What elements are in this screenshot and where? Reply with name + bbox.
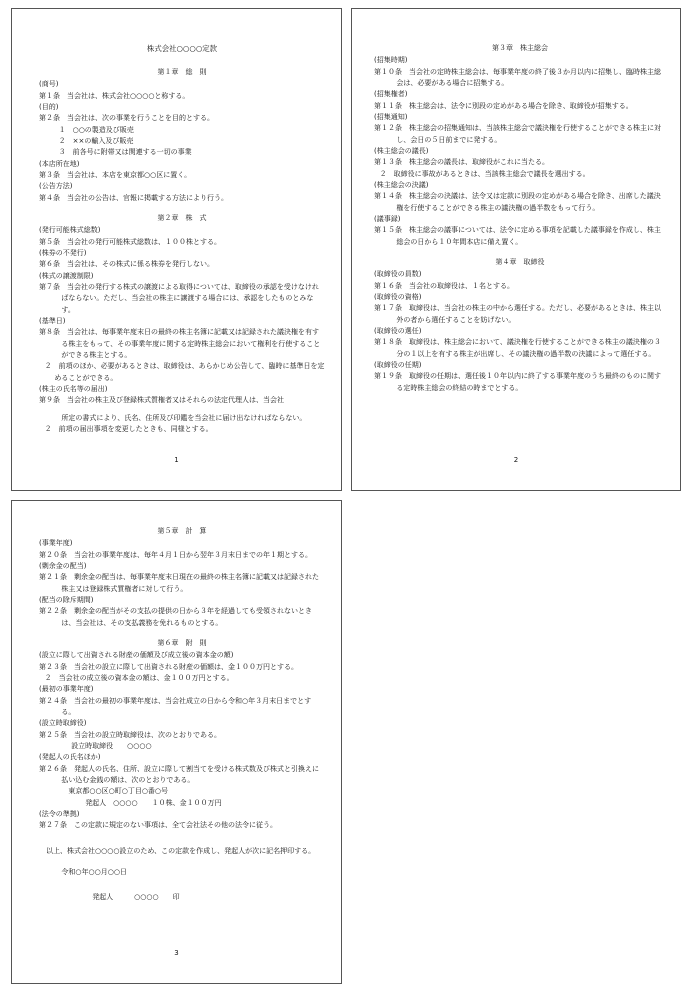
article-25: 第２５条 当会社の設立時取締役は、次のとおりである。 (39, 730, 221, 739)
document-page-1 (11, 8, 342, 491)
chapter-5-title: 第５章 計 算 (157, 527, 207, 535)
article-9: 第９条 当会社の株主及び登録株式質権者又はそれらの法定代理人は、当会社 (39, 396, 284, 405)
article-8-clause-2: ２ 前項のほか、必要があるときは、取締役は、あらかじめ公告して、臨時に基準日を定めることができる。 (44, 362, 325, 382)
article-heading: (取締役の資格) (374, 292, 422, 301)
article-heading: (商号) (39, 80, 59, 89)
article-heading: (取締役の選任) (374, 326, 422, 335)
article-7: 第７条 当会社の発行する株式の譲渡による取得については、取締役の承認を受けなければならない。ただし、当会社の株主に譲渡する場合には、承認をしたものとみなす。 (39, 282, 319, 314)
chapter-4-title: 第４章 取締役 (495, 257, 545, 266)
article-1: 第１条 当会社は、株式会社○○○○と称する。 (39, 91, 190, 100)
list-item: １ ○○の製造及び販売 (58, 125, 134, 134)
article-8: 第８条 当会社は、毎事業年度末日の最終の株主名簿に記載又は記録された議決権を有する株主をもって、その事業年度に関する定時株主総会において権利を行使することができる株主とする。 (39, 328, 321, 359)
article-17: 第１７条 取締役は、当会社の株主の中から選任する。ただし、必要があるときは、株主以外の者から選任することを妨げない。 (374, 304, 661, 324)
article-heading: (取締役の任期) (374, 360, 422, 369)
article-10: 第１０条 当会社の定時株主総会は、毎事業年度の終了後３か月以内に招集し、臨時株主総会は、必要がある場合に招集する。 (374, 67, 661, 87)
article-20: 第２０条 当会社の事業年度は、毎年４月１日から翌年３月末日までの年１期とする。 (39, 550, 312, 559)
article-13: 第１３条 株主総会の議長は、取締役がこれに当たる。 (374, 158, 549, 167)
chapter-2-title: 第２章 株 式 (157, 213, 207, 222)
article-heading: (取締役の員数) (374, 270, 422, 279)
promoter-signature: 発起人 ○○○○ 印 (92, 893, 180, 902)
article-heading: (事業年度) (39, 539, 73, 548)
closing-statement: 以上、株式会社○○○○設立のため、この定款を作成し、発起人が次に記名押印する。 (46, 846, 316, 855)
article-heading: (設立に際して出資される財産の価額及び成立後の資本金の額) (39, 651, 234, 660)
article-heading: (剰余金の配当) (39, 561, 87, 570)
article-26: 第２６条 発起人の氏名、住所、設立に際して割当てを受ける株式数及び株式と引換えに払い込む金銭の額は、次のとおりである。 (39, 764, 319, 784)
article-heading: (招集時期) (374, 56, 408, 65)
document-title: 株式会社○○○○定款 (146, 44, 218, 53)
article-heading: (設立時取締役) (39, 719, 87, 728)
article-2: 第２条 当会社は、次の事業を行うことを目的とする。 (39, 114, 214, 123)
article-heading: (招集権者) (374, 90, 408, 99)
article-21: 第２１条 剰余金の配当は、毎事業年度末日現在の最終の株主名簿に記載又は記録された株主又は登録株式質権者に対して行う。 (39, 573, 319, 593)
document-page-3 (11, 500, 342, 984)
article-23-clause-2: ２ 当会社の成立後の資本金の額は、金１００万円とする。 (44, 673, 234, 682)
list-item: ２ ××の輸入及び販売 (58, 136, 134, 145)
article-heading: (株主総会の議長) (374, 146, 429, 155)
article-heading: (株券の不発行) (39, 248, 87, 257)
article-heading: (最初の事業年度) (39, 685, 94, 694)
list-item: ３ 前各号に附帯又は関連する一切の事業 (58, 148, 192, 157)
article-heading: (目的) (39, 102, 59, 111)
article-24: 第２４条 当会社の最初の事業年度は、当会社成立の日から令和○年３月末日までとする。 (39, 696, 312, 716)
article-27: 第２７条 この定款に規定のない事項は、全て会社法その他の法令に従う。 (39, 821, 277, 830)
chapter-6-title: 第６章 附 則 (157, 638, 207, 647)
article-heading: (発行可能株式総数) (39, 226, 101, 235)
article-19: 第１９条 取締役の任期は、選任後１０年以内に終了する事業年度のうち最終のものに関する定時株主総会の終結の時までとする。 (374, 372, 661, 392)
article-22: 第２２条 剰余金の配当がその支払の提供の日から３年を経過しても受領されないときは、当会社は、その支払義務を免れるものとする。 (39, 607, 312, 627)
article-heading: (配当の除斥期間) (39, 595, 94, 604)
article-heading: (株主総会の決議) (374, 180, 429, 189)
chapter-1-title: 第１章 総 則 (157, 67, 207, 76)
article-9-continuation-text: 所定の書式により、氏名、住所及び印鑑を当会社に届け出なければならない。 (61, 413, 307, 422)
article-heading: (議事録) (374, 214, 401, 223)
page-number: 1 (174, 455, 179, 464)
article-heading: (本店所在地) (39, 159, 80, 168)
article-23: 第２３条 当会社の設立に際して出資される財産の価額は、金１００万円とする。 (39, 662, 298, 671)
signature-date: 令和○年○○月○○日 (61, 867, 127, 876)
article-5: 第５条 当会社の発行可能株式総数は、１００株とする。 (39, 237, 221, 246)
document-page-2 (351, 8, 681, 491)
article-heading: (招集通知) (374, 112, 408, 121)
article-heading: (株式の譲渡制限) (39, 271, 94, 280)
article-heading: (法令の準拠) (39, 809, 80, 818)
article-9-clause-2: ２ 前項の届出事項を変更したときも、同様とする。 (44, 424, 213, 433)
article-12: 第１２条 株主総会の招集通知は、当該株主総会で議決権を行使することができる株主に対し、会日の５日前までに発する。 (374, 124, 661, 144)
page-number: 2 (513, 455, 519, 464)
article-15: 第１５条 株主総会の議事については、法令に定める事項を記載した議事録を作成し、株主総会の日から１０年間本店に備え置く。 (374, 226, 661, 246)
article-heading: (公告方法) (39, 182, 73, 191)
article-18: 第１８条 取締役は、株主総会において、議決権を行使することができる株主の議決権の３分の１以上を有する株主が出席し、その議決権の過半数の決議によって選任する。 (374, 338, 661, 358)
page-number: 3 (174, 948, 179, 957)
article-4: 第４条 当会社の公告は、官報に掲載する方法により行う。 (39, 193, 228, 202)
article-13-clause-2: ２ 取締役に事故があるときは、当該株主総会で議長を選出する。 (379, 169, 590, 178)
article-heading: (発起人の氏名ほか) (39, 753, 101, 762)
promoter-address: 東京都○○区○町○丁目○番○号 (68, 787, 169, 796)
article-14: 第１４条 株主総会の決議は、法令又は定款に別段の定めがある場合を除き、出席した議決権を行使することができる株主の議決権の過半数をもって行う。 (374, 192, 661, 212)
article-16: 第１６条 当会社の取締役は、１名とする。 (374, 281, 514, 290)
article-9-continued (39, 413, 325, 424)
article-heading: (株主の氏名等の届出) (39, 384, 108, 393)
article-11: 第１１条 株主総会は、法令に別段の定めがある場合を除き、取締役が招集する。 (374, 101, 633, 110)
article-heading: (基準日) (39, 316, 66, 325)
promoter-shares: 発起人 ○○○○ １０株、金１００万円 (85, 798, 222, 807)
chapter-3-title: 第３章 株主総会 (492, 44, 548, 52)
initial-director: 設立時取締役 ○○○○ (71, 741, 152, 750)
article-3: 第３条 当会社は、本店を東京都○○区に置く。 (39, 170, 192, 179)
article-6: 第６条 当会社は、その株式に係る株券を発行しない。 (39, 260, 214, 269)
